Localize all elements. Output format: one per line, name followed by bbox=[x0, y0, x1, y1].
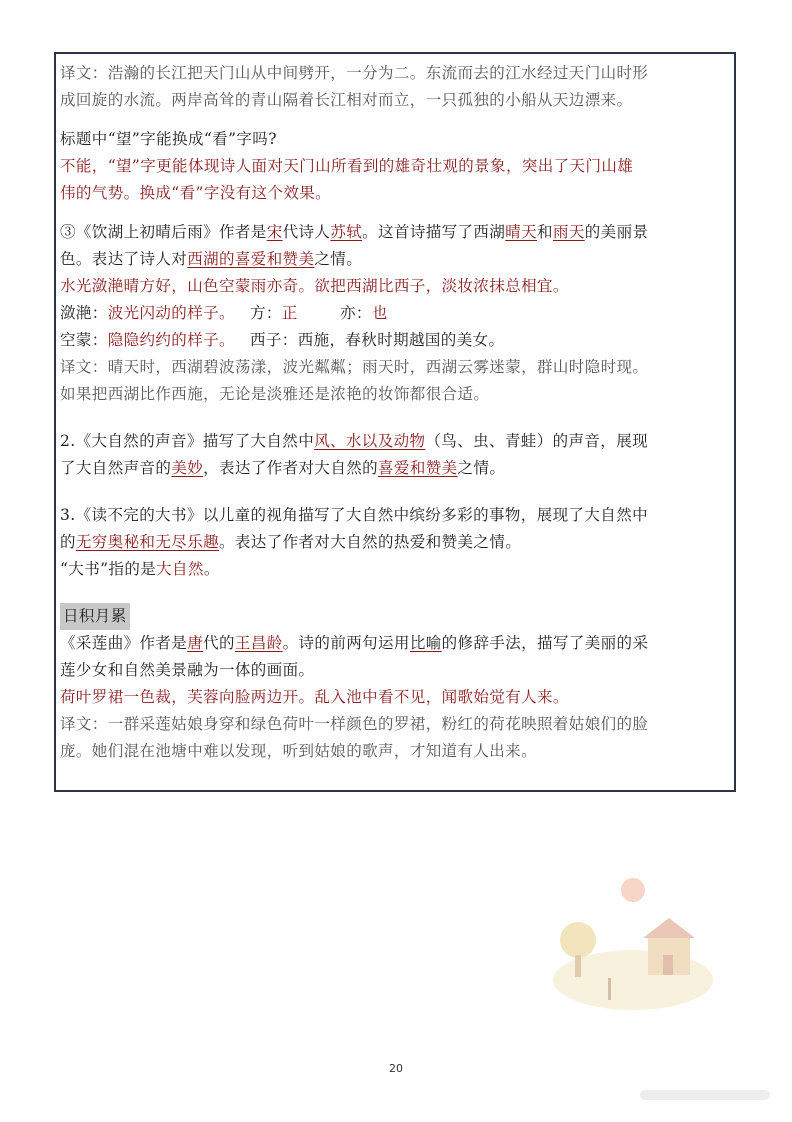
question: 标题中“望”字能换成“看”字吗? bbox=[60, 130, 277, 148]
poet-answer: 苏轼 bbox=[330, 223, 363, 241]
key-answer: 美妙 bbox=[171, 459, 204, 477]
poem-intro: ③《饮湖上初晴后雨》作者是宋代诗人苏轼。这首诗描写了西湖晴天和雨天的美丽景 bbox=[60, 223, 649, 241]
dynasty-answer: 唐 bbox=[187, 634, 204, 652]
key-answer: 风、水以及动物 bbox=[314, 432, 426, 450]
page-number: 20 bbox=[389, 1062, 403, 1075]
house-tree-illustration-icon bbox=[548, 860, 718, 1020]
section-heading: 日积月累 bbox=[60, 603, 728, 630]
summary-line: 的无穷奥秘和无尽乐趣。表达了作者对大自然的热爱和赞美之情。 bbox=[60, 533, 522, 551]
summary-line: “大书”指的是大自然。 bbox=[60, 560, 220, 578]
summary-line: 2.《大自然的声音》描写了大自然中风、水以及动物（鸟、虫、青蛙）的声音，展现 bbox=[60, 432, 649, 450]
key-answer: 大自然 bbox=[156, 560, 204, 578]
poet-answer: 王昌龄 bbox=[234, 634, 283, 652]
emotion-answer: 西湖的喜爱和赞美 bbox=[187, 250, 315, 268]
answer-line: 不能，“望”字更能体现诗人面对天门山所看到的雄奇壮观的景象，突出了天门山雄 bbox=[60, 157, 634, 175]
translation-line: 如果把西湖比作西施，无论是淡雅还是浓艳的妆饰都很合适。 bbox=[60, 385, 490, 403]
translation-line: 译文：一群采莲姑娘身穿和绿色荷叶一样颜色的罗裙，粉红的荷花映照着姑娘们的脸 bbox=[60, 715, 649, 733]
glossary-row: 潋滟：波光闪动的样子。 方：正 亦：也 bbox=[60, 304, 388, 322]
poem-intro: 莲少女和自然美景融为一体的画面。 bbox=[60, 661, 315, 679]
translation-line: 成回旋的水流。两岸高耸的青山隔着长江相对而立，一只孤独的小船从天边漂来。 bbox=[60, 91, 633, 109]
translation-line: 庞。她们混在池塘中难以发现，听到姑娘的歌声，才知道有人出来。 bbox=[60, 742, 538, 760]
key-answer: 喜爱和赞美 bbox=[378, 459, 458, 477]
answer-line: 伟的气势。换成“看”字没有这个效果。 bbox=[60, 184, 332, 202]
poem-intro: 色。表达了诗人对西湖的喜爱和赞美之情。 bbox=[60, 250, 363, 268]
poem-intro: 《采莲曲》作者是唐代的王昌龄。诗的前两句运用比喻的修辞手法，描写了美丽的采 bbox=[60, 634, 649, 652]
dynasty-answer: 宋 bbox=[266, 223, 283, 241]
watermark-icon bbox=[640, 1088, 770, 1102]
summary-line: 3.《读不完的大书》以儿童的视角描写了大自然中缤纷多彩的事物，展现了大自然中 bbox=[60, 506, 648, 524]
poem-text: 荷叶罗裙一色裁，芙蓉向脸两边开。乱入池中看不见，闻歌始觉有人来。 bbox=[60, 688, 569, 706]
poem-text: 水光潋滟晴方好，山色空蒙雨亦奇。欲把西湖比西子，淡妆浓抹总相宜。 bbox=[60, 277, 569, 295]
sunny-answer: 晴天 bbox=[505, 223, 538, 241]
rainy-answer: 雨天 bbox=[552, 223, 585, 241]
notes-frame bbox=[54, 52, 736, 792]
device-answer: 比喻 bbox=[409, 634, 442, 652]
translation-line: 译文：晴天时，西湖碧波荡漾，波光粼粼；雨天时，西湖云雾迷蒙，群山时隐时现。 bbox=[60, 358, 649, 376]
translation-line: 译文：浩瀚的长江把天门山从中间劈开，一分为二。东流而去的江水经过天门山时形 bbox=[60, 64, 649, 82]
summary-line: 了大自然声音的美妙，表达了作者对大自然的喜爱和赞美之情。 bbox=[60, 459, 506, 477]
glossary-row: 空蒙：隐隐约约的样子。 西子：西施，春秋时期越国的美女。 bbox=[60, 331, 505, 349]
key-answer: 无穷奥秘和无尽乐趣 bbox=[75, 533, 220, 551]
